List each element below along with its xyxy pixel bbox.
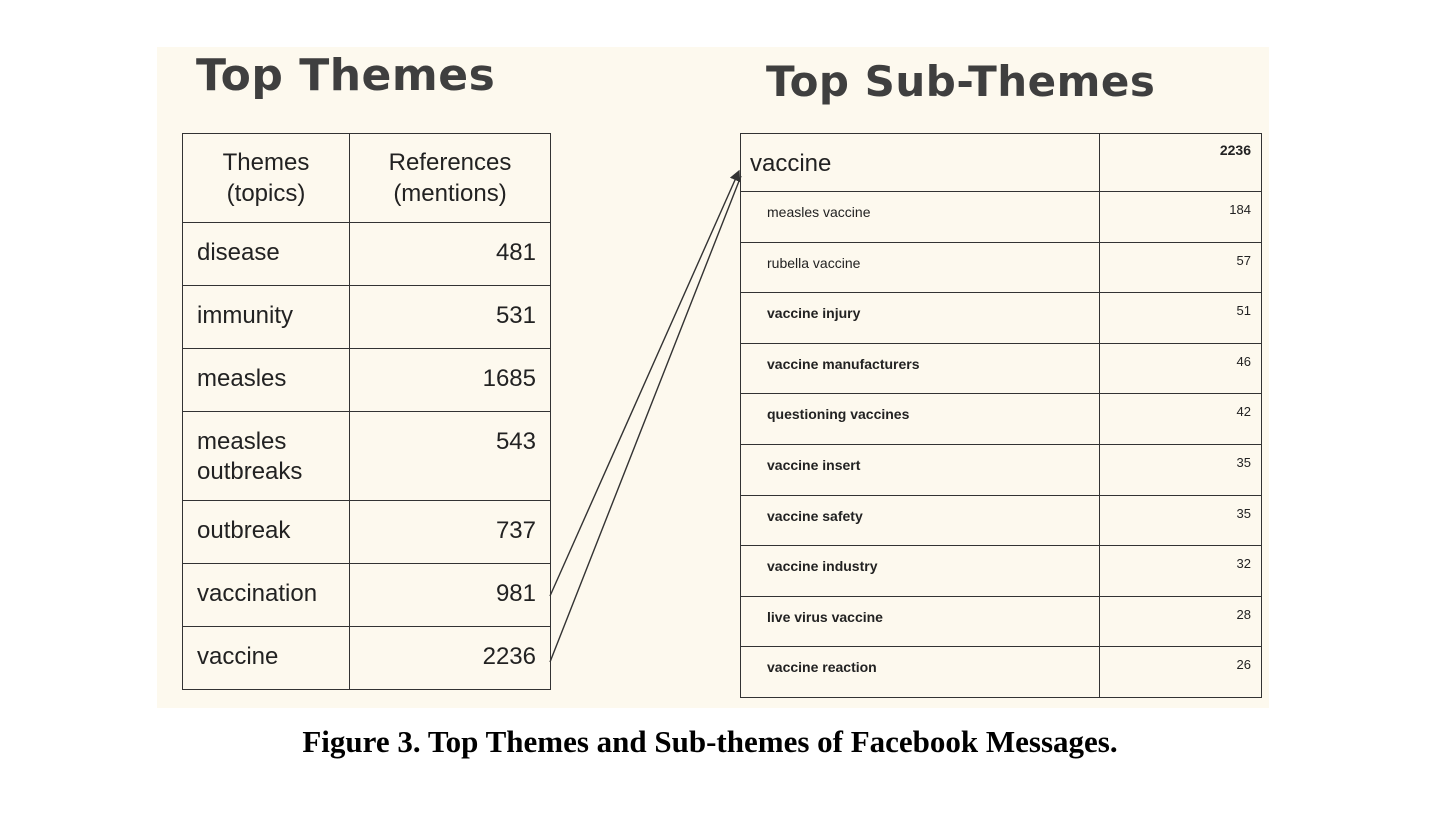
table-row xyxy=(741,344,1262,394)
table-row xyxy=(741,243,1262,293)
references-cell: 1685 xyxy=(350,349,551,412)
sub-theme-cell: vaccine reaction xyxy=(741,647,1100,698)
table-row xyxy=(741,647,1262,698)
theme-cell: measles xyxy=(183,349,350,412)
sub-theme-value: 28 xyxy=(1100,597,1262,647)
table-row xyxy=(183,564,551,627)
themes-table xyxy=(182,133,551,690)
sub-theme-value: 35 xyxy=(1100,445,1262,496)
references-cell: 481 xyxy=(350,223,551,286)
references-cell: 543 xyxy=(350,412,551,501)
table-row xyxy=(741,394,1262,445)
table-row xyxy=(741,445,1262,496)
table-row xyxy=(741,546,1262,597)
themes-col-header: Themes (topics) xyxy=(183,134,350,223)
figure-caption: Figure 3. Top Themes and Sub-themes of Facebook Messages. xyxy=(302,724,1118,759)
references-cell: 2236 xyxy=(350,627,551,690)
sub-theme-value: 35 xyxy=(1100,496,1262,546)
theme-cell: outbreak xyxy=(183,501,350,564)
themes-header-row xyxy=(183,134,551,223)
top-sub-themes-title: Top Sub-Themes xyxy=(766,57,1156,106)
sub-theme-value: 32 xyxy=(1100,546,1262,597)
theme-cell: disease xyxy=(183,223,350,286)
sub-theme-value: 46 xyxy=(1100,344,1262,394)
references-cell: 531 xyxy=(350,286,551,349)
sub-theme-cell: rubella vaccine xyxy=(741,243,1100,293)
table-row xyxy=(183,412,551,501)
sub-themes-header-row xyxy=(741,134,1262,192)
table-row xyxy=(183,627,551,690)
table-row xyxy=(741,597,1262,647)
references-cell: 737 xyxy=(350,501,551,564)
sub-theme-cell: vaccine injury xyxy=(741,293,1100,344)
sub-theme-parent-cell: vaccine xyxy=(741,134,1100,192)
theme-cell: immunity xyxy=(183,286,350,349)
top-themes-title: Top Themes xyxy=(196,50,496,101)
theme-cell: vaccine xyxy=(183,627,350,690)
sub-theme-cell: vaccine safety xyxy=(741,496,1100,546)
sub-themes-table xyxy=(740,133,1262,698)
sub-theme-value: 57 xyxy=(1100,243,1262,293)
sub-theme-cell: measles vaccine xyxy=(741,192,1100,243)
theme-cell: measles outbreaks xyxy=(183,412,350,501)
sub-theme-cell: vaccine manufacturers xyxy=(741,344,1100,394)
table-row xyxy=(183,349,551,412)
sub-theme-value: 26 xyxy=(1100,647,1262,698)
sub-theme-parent-value: 2236 xyxy=(1100,134,1262,192)
table-row xyxy=(741,496,1262,546)
table-row xyxy=(183,286,551,349)
references-col-header: References (mentions) xyxy=(350,134,551,223)
theme-cell: vaccination xyxy=(183,564,350,627)
sub-theme-cell: vaccine industry xyxy=(741,546,1100,597)
table-row xyxy=(741,293,1262,344)
sub-theme-value: 184 xyxy=(1100,192,1262,243)
table-row xyxy=(741,192,1262,243)
table-row xyxy=(183,501,551,564)
table-row xyxy=(183,223,551,286)
sub-theme-value: 51 xyxy=(1100,293,1262,344)
sub-theme-cell: live virus vaccine xyxy=(741,597,1100,647)
sub-theme-cell: vaccine insert xyxy=(741,445,1100,496)
sub-theme-value: 42 xyxy=(1100,394,1262,445)
references-cell: 981 xyxy=(350,564,551,627)
sub-theme-cell: questioning vaccines xyxy=(741,394,1100,445)
